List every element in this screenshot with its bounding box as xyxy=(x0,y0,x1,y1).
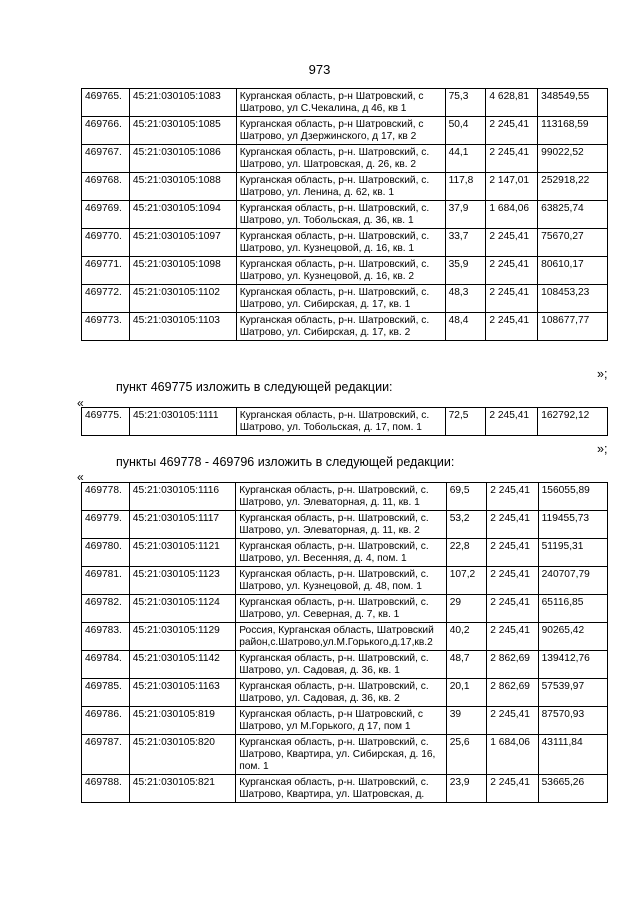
area-cell: 53,2 xyxy=(446,511,487,539)
unit-price-cell: 2 245,41 xyxy=(487,567,538,595)
table-row xyxy=(82,679,608,707)
registry-table-1 xyxy=(81,88,608,341)
cadastral-number-cell: 45:21:030105:1086 xyxy=(129,145,236,173)
row-number-cell: 469785. xyxy=(82,679,130,707)
table-row xyxy=(82,735,608,775)
unit-price-cell: 2 245,41 xyxy=(486,408,538,436)
cadastral-number-cell: 45:21:030105:1121 xyxy=(129,539,235,567)
table-row xyxy=(82,201,608,229)
registry-table-1-body xyxy=(82,89,608,341)
cadastral-value-cell: 80610,17 xyxy=(538,257,608,285)
area-cell: 22,8 xyxy=(446,539,487,567)
table-row xyxy=(82,408,608,436)
area-cell: 20,1 xyxy=(446,679,487,707)
cadastral-value-cell: 156055,89 xyxy=(538,483,607,511)
opening-quote-1: « xyxy=(77,396,84,410)
cadastral-value-cell: 87570,93 xyxy=(538,707,607,735)
cadastral-number-cell: 45:21:030105:1124 xyxy=(129,595,235,623)
cadastral-number-cell: 45:21:030105:1085 xyxy=(129,117,236,145)
row-number-cell: 469767. xyxy=(82,145,130,173)
address-cell: Россия, Курганская область, Шатровский район,с.Шатрово,ул.М.Горького,д.17,кв.2 xyxy=(236,623,447,651)
cadastral-value-cell: 57539,97 xyxy=(538,679,607,707)
cadastral-value-cell: 63825,74 xyxy=(538,201,608,229)
unit-price-cell: 2 245,41 xyxy=(486,145,538,173)
cadastral-value-cell: 53665,26 xyxy=(538,775,607,803)
cadastral-number-cell: 45:21:030105:1129 xyxy=(129,623,235,651)
address-cell: Курганская область, р-н. Шатровский, с. Шатрово, Квартира, ул. Шатровская, д. xyxy=(236,775,447,803)
cadastral-number-cell: 45:21:030105:1117 xyxy=(129,511,235,539)
area-cell: 40,2 xyxy=(446,623,487,651)
unit-price-cell: 2 245,41 xyxy=(487,707,538,735)
address-cell: Курганская область, р-н. Шатровский, с. Шатрово, ул. Северная, д. 7, кв. 1 xyxy=(236,595,447,623)
cadastral-value-cell: 113168,59 xyxy=(538,117,608,145)
unit-price-cell: 4 628,81 xyxy=(486,89,538,117)
area-cell: 48,7 xyxy=(446,651,487,679)
unit-price-cell: 2 245,41 xyxy=(487,539,538,567)
address-cell: Курганская область, р-н. Шатровский, с. Шатрово, ул. Сибирская, д. 17, кв. 1 xyxy=(236,285,445,313)
table-row xyxy=(82,651,608,679)
cadastral-value-cell: 348549,55 xyxy=(538,89,608,117)
address-cell: Курганская область, р-н Шатровский, с Шатрово, ул М.Горького, д 17, пом 1 xyxy=(236,707,447,735)
closing-quote-1: »; xyxy=(597,367,608,381)
row-number-cell: 469781. xyxy=(82,567,130,595)
cadastral-number-cell: 45:21:030105:1111 xyxy=(129,408,236,436)
address-cell: Курганская область, р-н. Шатровский, с. Шатрово, ул. Шатровская, д. 26, кв. 2 xyxy=(236,145,445,173)
cadastral-number-cell: 45:21:030105:1097 xyxy=(129,229,236,257)
table-row xyxy=(82,707,608,735)
page-number: 973 xyxy=(308,62,331,77)
table-row xyxy=(82,567,608,595)
row-number-cell: 469765. xyxy=(82,89,130,117)
area-cell: 23,9 xyxy=(446,775,487,803)
table-row xyxy=(82,595,608,623)
cadastral-number-cell: 45:21:030105:1103 xyxy=(129,313,236,341)
unit-price-cell: 2 245,41 xyxy=(487,775,538,803)
area-cell: 39 xyxy=(446,707,487,735)
address-cell: Курганская область, р-н. Шатровский, с. Шатрово, ул. Тобольская, д. 17, пом. 1 xyxy=(236,408,445,436)
amendment-note-2: пункты 469778 - 469796 изложить в следующей редакции: xyxy=(116,455,455,469)
row-number-cell: 469769. xyxy=(82,201,130,229)
address-cell: Курганская область, р-н. Шатровский, с. Шатрово, ул. Кузнецовой, д. 16, кв. 2 xyxy=(236,257,445,285)
row-number-cell: 469783. xyxy=(82,623,130,651)
area-cell: 37,9 xyxy=(445,201,486,229)
area-cell: 117,8 xyxy=(445,173,486,201)
address-cell: Курганская область, р-н Шатровский, с Шатрово, ул Дзержинского, д 17, кв 2 xyxy=(236,117,445,145)
unit-price-cell: 2 245,41 xyxy=(487,595,538,623)
row-number-cell: 469788. xyxy=(82,775,130,803)
registry-table-2 xyxy=(81,407,608,436)
unit-price-cell: 2 245,41 xyxy=(486,257,538,285)
opening-quote-2: « xyxy=(77,470,84,484)
address-cell: Курганская область, р-н. Шатровский, с. Шатрово, ул. Тобольская, д. 36, кв. 1 xyxy=(236,201,445,229)
cadastral-value-cell: 108453,23 xyxy=(538,285,608,313)
cadastral-number-cell: 45:21:030105:1102 xyxy=(129,285,236,313)
amendment-note-1: пункт 469775 изложить в следующей редакции: xyxy=(116,380,393,394)
unit-price-cell: 1 684,06 xyxy=(486,201,538,229)
address-cell: Курганская область, р-н. Шатровский, с. Шатрово, ул. Ленина, д. 62, кв. 1 xyxy=(236,173,445,201)
unit-price-cell: 2 245,41 xyxy=(486,285,538,313)
cadastral-value-cell: 162792,12 xyxy=(538,408,608,436)
unit-price-cell: 2 245,41 xyxy=(487,511,538,539)
table-row xyxy=(82,285,608,313)
address-cell: Курганская область, р-н. Шатровский, с. Шатрово, Квартира, ул. Сибирская, д. 16, пом. 1 xyxy=(236,735,447,775)
table-row xyxy=(82,173,608,201)
cadastral-value-cell: 119455,73 xyxy=(538,511,607,539)
area-cell: 69,5 xyxy=(446,483,487,511)
address-cell: Курганская область, р-н. Шатровский, с. Шатрово, ул. Кузнецовой, д. 48, пом. 1 xyxy=(236,567,447,595)
unit-price-cell: 2 245,41 xyxy=(487,483,538,511)
cadastral-value-cell: 139412,76 xyxy=(538,651,607,679)
row-number-cell: 469784. xyxy=(82,651,130,679)
area-cell: 33,7 xyxy=(445,229,486,257)
row-number-cell: 469766. xyxy=(82,117,130,145)
table-row xyxy=(82,257,608,285)
cadastral-number-cell: 45:21:030105:1116 xyxy=(129,483,235,511)
table-row xyxy=(82,313,608,341)
registry-table-2-body xyxy=(82,408,608,436)
table-row xyxy=(82,539,608,567)
unit-price-cell: 2 245,41 xyxy=(486,313,538,341)
cadastral-number-cell: 45:21:030105:1098 xyxy=(129,257,236,285)
area-cell: 48,4 xyxy=(445,313,486,341)
unit-price-cell: 2 245,41 xyxy=(486,117,538,145)
area-cell: 75,3 xyxy=(445,89,486,117)
row-number-cell: 469768. xyxy=(82,173,130,201)
cadastral-value-cell: 65116,85 xyxy=(538,595,607,623)
area-cell: 35,9 xyxy=(445,257,486,285)
unit-price-cell: 2 862,69 xyxy=(487,679,538,707)
row-number-cell: 469780. xyxy=(82,539,130,567)
address-cell: Курганская область, р-н Шатровский, с Шатрово, ул С.Чекалина, д 46, кв 1 xyxy=(236,89,445,117)
cadastral-number-cell: 45:21:030105:1163 xyxy=(129,679,235,707)
cadastral-value-cell: 99022,52 xyxy=(538,145,608,173)
area-cell: 107,2 xyxy=(446,567,487,595)
row-number-cell: 469779. xyxy=(82,511,130,539)
row-number-cell: 469786. xyxy=(82,707,130,735)
table-row xyxy=(82,623,608,651)
row-number-cell: 469773. xyxy=(82,313,130,341)
table-row xyxy=(82,145,608,173)
table-row xyxy=(82,89,608,117)
cadastral-number-cell: 45:21:030105:1088 xyxy=(129,173,236,201)
row-number-cell: 469770. xyxy=(82,229,130,257)
area-cell: 25,6 xyxy=(446,735,487,775)
cadastral-number-cell: 45:21:030105:819 xyxy=(129,707,235,735)
address-cell: Курганская область, р-н. Шатровский, с. Шатрово, ул. Весенняя, д. 4, пом. 1 xyxy=(236,539,447,567)
area-cell: 72,5 xyxy=(445,408,486,436)
address-cell: Курганская область, р-н. Шатровский, с. Шатрово, ул. Элеваторная, д. 11, кв. 1 xyxy=(236,483,447,511)
area-cell: 50,4 xyxy=(445,117,486,145)
unit-price-cell: 2 147,01 xyxy=(486,173,538,201)
unit-price-cell: 2 245,41 xyxy=(487,623,538,651)
table-row xyxy=(82,229,608,257)
row-number-cell: 469775. xyxy=(82,408,130,436)
unit-price-cell: 2 862,69 xyxy=(487,651,538,679)
registry-table-3-body xyxy=(82,483,608,803)
cadastral-value-cell: 43111,84 xyxy=(538,735,607,775)
row-number-cell: 469772. xyxy=(82,285,130,313)
cadastral-number-cell: 45:21:030105:821 xyxy=(129,775,235,803)
unit-price-cell: 1 684,06 xyxy=(487,735,538,775)
cadastral-number-cell: 45:21:030105:1123 xyxy=(129,567,235,595)
cadastral-value-cell: 51195,31 xyxy=(538,539,607,567)
cadastral-value-cell: 240707,79 xyxy=(538,567,607,595)
table-row xyxy=(82,483,608,511)
unit-price-cell: 2 245,41 xyxy=(486,229,538,257)
row-number-cell: 469782. xyxy=(82,595,130,623)
cadastral-value-cell: 75670,27 xyxy=(538,229,608,257)
address-cell: Курганская область, р-н. Шатровский, с. Шатрово, ул. Кузнецовой, д. 16, кв. 1 xyxy=(236,229,445,257)
closing-quote-2: »; xyxy=(597,442,608,456)
row-number-cell: 469787. xyxy=(82,735,130,775)
area-cell: 48,3 xyxy=(445,285,486,313)
cadastral-value-cell: 108677,77 xyxy=(538,313,608,341)
area-cell: 44,1 xyxy=(445,145,486,173)
address-cell: Курганская область, р-н. Шатровский, с. Шатрово, ул. Садовая, д. 36, кв. 2 xyxy=(236,679,447,707)
cadastral-number-cell: 45:21:030105:820 xyxy=(129,735,235,775)
cadastral-value-cell: 90265,42 xyxy=(538,623,607,651)
address-cell: Курганская область, р-н. Шатровский, с. Шатрово, ул. Садовая, д. 36, кв. 1 xyxy=(236,651,447,679)
cadastral-number-cell: 45:21:030105:1094 xyxy=(129,201,236,229)
address-cell: Курганская область, р-н. Шатровский, с. Шатрово, ул. Элеваторная, д. 11, кв. 2 xyxy=(236,511,447,539)
area-cell: 29 xyxy=(446,595,487,623)
registry-table-3 xyxy=(81,482,608,803)
table-row xyxy=(82,511,608,539)
cadastral-number-cell: 45:21:030105:1142 xyxy=(129,651,235,679)
table-row xyxy=(82,117,608,145)
cadastral-number-cell: 45:21:030105:1083 xyxy=(129,89,236,117)
address-cell: Курганская область, р-н. Шатровский, с. Шатрово, ул. Сибирская, д. 17, кв. 2 xyxy=(236,313,445,341)
cadastral-value-cell: 252918,22 xyxy=(538,173,608,201)
row-number-cell: 469778. xyxy=(82,483,130,511)
row-number-cell: 469771. xyxy=(82,257,130,285)
table-row xyxy=(82,775,608,803)
